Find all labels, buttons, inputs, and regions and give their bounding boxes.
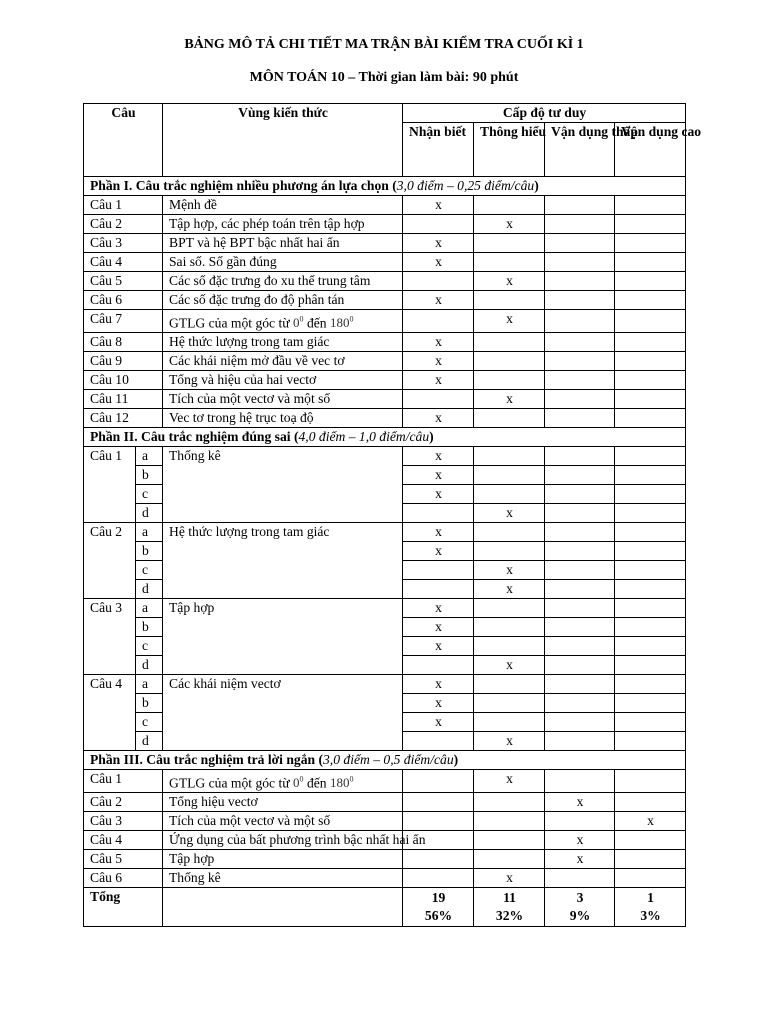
level-cell: x xyxy=(403,694,474,713)
degree-range xyxy=(330,775,354,790)
topic-cell: Hệ thức lượng trong tam giác xyxy=(163,523,403,599)
table-row xyxy=(84,215,686,234)
degree-from: 0 xyxy=(293,775,300,790)
level-cell: x xyxy=(403,675,474,694)
level-cell xyxy=(403,770,474,793)
level-cell xyxy=(474,409,545,428)
question-cell: Câu 6 xyxy=(84,869,163,888)
sub-question-cell: b xyxy=(136,618,163,637)
header-capdo: Cấp độ tư duy xyxy=(403,104,686,123)
total-percent: 56% xyxy=(424,908,453,923)
section-title-text: Phần III. Câu trắc nghiệm trả lời ngắn xyxy=(90,752,316,767)
level-cell xyxy=(545,310,615,333)
topic-cell xyxy=(163,234,403,253)
level-cell xyxy=(474,352,545,371)
level-cell xyxy=(403,812,474,831)
level-cell xyxy=(545,272,615,291)
level-cell xyxy=(403,656,474,675)
level-cell xyxy=(474,618,545,637)
total-cell xyxy=(474,888,545,927)
topic-text: Mệnh đề xyxy=(169,197,217,212)
level-cell: x xyxy=(474,272,545,291)
total-topic-cell xyxy=(163,888,403,927)
table-row xyxy=(84,234,686,253)
header-level: Thông hiểu xyxy=(474,123,545,177)
table-row xyxy=(84,850,686,869)
level-cell xyxy=(474,466,545,485)
matrix-body xyxy=(84,104,702,927)
sub-question-cell: d xyxy=(136,656,163,675)
level-cell xyxy=(615,637,686,656)
level-cell: x xyxy=(403,618,474,637)
level-cell xyxy=(545,253,615,272)
level-cell: x xyxy=(474,656,545,675)
sub-question-cell: a xyxy=(136,523,163,542)
level-cell xyxy=(545,352,615,371)
question-cell: Câu 3 xyxy=(84,234,163,253)
level-cell: x xyxy=(474,390,545,409)
level-cell xyxy=(545,466,615,485)
question-cell: Câu 1 xyxy=(84,770,163,793)
level-cell xyxy=(615,618,686,637)
table-row xyxy=(84,770,686,793)
level-cell xyxy=(545,694,615,713)
total-label: Tổng xyxy=(90,889,121,904)
question-cell: Câu 8 xyxy=(84,333,163,352)
level-cell xyxy=(545,291,615,310)
level-cell xyxy=(615,466,686,485)
level-cell xyxy=(615,732,686,751)
level-cell xyxy=(474,485,545,504)
level-cell: x xyxy=(403,542,474,561)
topic-cell xyxy=(163,850,403,869)
question-cell: Câu 4 xyxy=(84,253,163,272)
level-cell xyxy=(615,713,686,732)
level-cell xyxy=(545,523,615,542)
sub-question-cell: d xyxy=(136,732,163,751)
level-cell: x xyxy=(403,253,474,272)
question-cell: Câu 4 xyxy=(84,831,163,850)
level-cell xyxy=(545,234,615,253)
degree-sup: 0 xyxy=(299,314,304,324)
topic-cell xyxy=(163,272,403,291)
level-cell: x xyxy=(403,352,474,371)
level-cell xyxy=(615,694,686,713)
topic-text: Hệ thức lượng trong tam giác xyxy=(169,334,330,349)
topic-cell xyxy=(163,390,403,409)
level-cell xyxy=(545,504,615,523)
level-cell: x xyxy=(545,831,615,850)
level-cell xyxy=(403,793,474,812)
total-label-cell xyxy=(84,888,163,927)
degree-range xyxy=(330,315,354,330)
degree-to: 180 xyxy=(329,315,350,330)
sub-question-cell: a xyxy=(136,447,163,466)
level-cell xyxy=(403,580,474,599)
topic-text: Các số đặc trưng đo độ phân tán xyxy=(169,292,345,307)
topic-cell xyxy=(163,215,403,234)
table-row xyxy=(84,390,686,409)
level-cell: x xyxy=(615,812,686,831)
section-points: 3,0 điểm – 0,5 điểm/câu xyxy=(323,752,454,767)
section-part3 xyxy=(84,751,686,770)
section-title: Phần I. Câu trắc nghiệm nhiều phương án lựa chọn (3,0 điểm – 0,25 điểm/câu) xyxy=(84,177,686,196)
header-level: Nhận biết xyxy=(403,123,474,177)
level-cell: x xyxy=(474,770,545,793)
level-cell xyxy=(545,447,615,466)
question-cell: Câu 2 xyxy=(84,793,163,812)
section-part2 xyxy=(84,428,686,447)
total-percent: 3% xyxy=(640,908,661,923)
table-row xyxy=(84,352,686,371)
level-cell xyxy=(474,637,545,656)
level-cell: x xyxy=(474,504,545,523)
topic-cell xyxy=(163,291,403,310)
topic-text: Tập hợp xyxy=(169,851,215,866)
level-cell: x xyxy=(403,599,474,618)
level-cell: x xyxy=(403,466,474,485)
level-cell xyxy=(615,561,686,580)
table-row xyxy=(84,409,686,428)
level-cell: x xyxy=(474,310,545,333)
total-count: 1 xyxy=(647,890,654,905)
sub-question-cell: b xyxy=(136,542,163,561)
topic-text: Tích của một vectơ và một số xyxy=(169,391,331,406)
total-count: 3 xyxy=(576,890,584,905)
sub-question-cell: d xyxy=(136,504,163,523)
level-cell xyxy=(615,390,686,409)
level-cell xyxy=(545,812,615,831)
topic-cell xyxy=(163,196,403,215)
level-cell xyxy=(615,352,686,371)
sub-question-cell: c xyxy=(136,485,163,504)
level-cell xyxy=(615,580,686,599)
sub-question-cell: d xyxy=(136,580,163,599)
document-subtitle: MÔN TOÁN 10 – Thời gian làm bài: 90 phút xyxy=(249,70,519,85)
total-cell xyxy=(615,888,686,927)
level-cell: x xyxy=(403,409,474,428)
table-row xyxy=(84,196,686,215)
level-cell xyxy=(403,390,474,409)
degree-to: 180 xyxy=(329,775,350,790)
level-cell xyxy=(615,599,686,618)
question-cell: Câu 5 xyxy=(84,850,163,869)
level-cell xyxy=(474,675,545,694)
level-cell xyxy=(545,542,615,561)
level-cell: x xyxy=(545,850,615,869)
header-cau: Câu xyxy=(84,104,163,177)
table-row xyxy=(84,272,686,291)
level-cell xyxy=(615,793,686,812)
level-cell xyxy=(474,333,545,352)
topic-text: BPT và hệ BPT bậc nhất hai ẩn xyxy=(169,235,340,250)
level-cell xyxy=(474,234,545,253)
level-cell xyxy=(474,253,545,272)
total-cell xyxy=(545,888,615,927)
level-cell xyxy=(545,713,615,732)
level-cell: x xyxy=(403,523,474,542)
level-cell xyxy=(474,291,545,310)
level-cell xyxy=(615,291,686,310)
question-cell: Câu 12 xyxy=(84,409,163,428)
level-cell: x xyxy=(403,713,474,732)
level-cell xyxy=(615,770,686,793)
level-cell xyxy=(403,215,474,234)
level-cell xyxy=(615,253,686,272)
sub-question-cell: b xyxy=(136,694,163,713)
table-row xyxy=(84,447,686,466)
question-cell: Câu 6 xyxy=(84,291,163,310)
level-cell xyxy=(545,675,615,694)
total-count: 19 xyxy=(431,890,446,905)
level-cell xyxy=(545,770,615,793)
level-cell xyxy=(474,831,545,850)
level-cell xyxy=(615,234,686,253)
level-cell: x xyxy=(474,869,545,888)
total-row xyxy=(84,888,686,927)
level-cell: x xyxy=(474,561,545,580)
level-cell xyxy=(474,371,545,390)
sub-question-cell: a xyxy=(136,675,163,694)
topic-cell xyxy=(163,793,403,812)
topic-cell xyxy=(163,831,426,850)
degree-sup: 0 xyxy=(299,774,304,784)
level-cell: x xyxy=(403,371,474,390)
level-cell xyxy=(545,618,615,637)
topic-cell xyxy=(163,333,403,352)
level-cell xyxy=(615,850,686,869)
level-cell xyxy=(545,485,615,504)
question-cell: Câu 11 xyxy=(84,390,163,409)
table-row xyxy=(84,812,686,831)
degree-word: đến xyxy=(306,315,327,330)
header-level: Vận dụng cao xyxy=(615,123,686,177)
level-cell xyxy=(615,485,686,504)
level-cell xyxy=(615,371,686,390)
question-cell: Câu 3 xyxy=(84,812,163,831)
total-count: 11 xyxy=(503,890,516,905)
level-cell xyxy=(615,542,686,561)
section-title: Phần II. Câu trắc nghiệm đúng sai (4,0 điểm – 1,0 điểm/câu) xyxy=(84,428,686,447)
header-level: Vận dụng thấp xyxy=(545,123,615,177)
level-cell xyxy=(403,869,474,888)
question-cell: Câu 2 xyxy=(84,215,163,234)
question-cell: Câu 1 xyxy=(84,196,163,215)
table-row xyxy=(84,831,686,850)
topic-text: Tổng hiệu vectơ xyxy=(169,794,258,809)
level-cell xyxy=(474,694,545,713)
topic-text: Thống kê xyxy=(169,870,221,885)
level-cell xyxy=(474,196,545,215)
level-cell xyxy=(474,447,545,466)
table-row xyxy=(84,310,686,333)
level-cell: x xyxy=(403,637,474,656)
topic-cell xyxy=(163,812,403,831)
level-cell xyxy=(474,523,545,542)
level-cell xyxy=(615,215,686,234)
level-cell xyxy=(615,656,686,675)
level-cell xyxy=(615,272,686,291)
degree-range xyxy=(293,315,304,330)
section-part1 xyxy=(84,177,686,196)
level-cell: x xyxy=(403,291,474,310)
total-percent: 9% xyxy=(569,908,591,923)
level-cell xyxy=(545,561,615,580)
level-cell xyxy=(545,390,615,409)
level-cell xyxy=(545,637,615,656)
question-cell: Câu 1 xyxy=(84,447,136,523)
level-cell xyxy=(545,333,615,352)
level-cell xyxy=(545,656,615,675)
level-cell: x xyxy=(403,333,474,352)
level-cell xyxy=(474,793,545,812)
total-percent: 32% xyxy=(495,908,524,923)
section-title-text: Phần II. Câu trắc nghiệm đúng sai xyxy=(90,429,291,444)
table-row xyxy=(84,869,686,888)
level-cell: x xyxy=(474,732,545,751)
level-cell xyxy=(403,850,474,869)
topic-cell xyxy=(163,409,403,428)
level-cell xyxy=(545,409,615,428)
level-cell xyxy=(615,447,686,466)
level-cell: x xyxy=(403,447,474,466)
topic-cell: Tập hợp xyxy=(163,599,403,675)
section-points: 4,0 điểm – 1,0 điểm/câu xyxy=(298,429,430,444)
level-cell xyxy=(474,812,545,831)
level-cell: x xyxy=(545,793,615,812)
section-title: Phần III. Câu trắc nghiệm trả lời ngắn (3,0 điểm – 0,5 điểm/câu) xyxy=(84,751,686,770)
level-cell xyxy=(615,869,686,888)
level-cell xyxy=(474,713,545,732)
level-cell: x xyxy=(403,485,474,504)
level-cell xyxy=(545,580,615,599)
level-cell xyxy=(545,371,615,390)
table-row xyxy=(84,291,686,310)
level-cell xyxy=(545,732,615,751)
section-points: 3,0 điểm – 0,25 điểm/câu xyxy=(396,178,535,193)
level-cell xyxy=(545,869,615,888)
level-cell xyxy=(545,599,615,618)
question-cell: Câu 7 xyxy=(84,310,163,333)
topic-cell: Thống kê xyxy=(163,447,403,523)
topic-text: Tập hợp, các phép toán trên tập hợp xyxy=(169,216,365,231)
level-cell xyxy=(403,732,474,751)
level-cell xyxy=(545,215,615,234)
topic-cell xyxy=(163,310,403,333)
level-cell: x xyxy=(474,215,545,234)
question-cell: Câu 4 xyxy=(84,675,136,751)
topic-text: Vec tơ trong hệ trục toạ độ xyxy=(169,410,314,425)
topic-text: Ứng dụng của bất phương trình bậc nhất hai ẩn xyxy=(169,832,426,847)
table-row xyxy=(84,793,686,812)
topic-cell: Các khái niệm vectơ xyxy=(163,675,403,751)
table-row xyxy=(84,599,686,618)
degree-from: 0 xyxy=(293,315,300,330)
document-title: BẢNG MÔ TẢ CHI TIẾT MA TRẬN BÀI KIỂM TRA CUỐI KÌ 1 xyxy=(184,37,584,52)
level-cell xyxy=(615,523,686,542)
sub-question-cell: a xyxy=(136,599,163,618)
level-cell xyxy=(474,850,545,869)
table-row xyxy=(84,523,686,542)
topic-cell xyxy=(163,371,403,390)
question-cell: Câu 2 xyxy=(84,523,136,599)
topic-text: Tích của một vectơ và một số xyxy=(169,813,331,828)
degree-word: đến xyxy=(306,775,327,790)
topic-cell xyxy=(163,352,403,371)
table-row xyxy=(84,371,686,390)
degree-range xyxy=(293,775,304,790)
level-cell xyxy=(403,310,474,333)
sub-question-cell: b xyxy=(136,466,163,485)
matrix-table xyxy=(83,103,702,927)
level-cell xyxy=(403,272,474,291)
topic-text: GTLG của một góc từ xyxy=(169,315,290,330)
sub-question-cell: c xyxy=(136,561,163,580)
topic-text: Sai số. Số gần đúng xyxy=(169,254,277,269)
table-row xyxy=(84,675,686,694)
total-cell xyxy=(403,888,474,927)
level-cell xyxy=(615,333,686,352)
level-cell: x xyxy=(403,196,474,215)
level-cell xyxy=(545,196,615,215)
topic-text: Các số đặc trưng đo xu thế trung tâm xyxy=(169,273,371,288)
level-cell: x xyxy=(474,580,545,599)
header-vung: Vùng kiến thức xyxy=(163,104,403,177)
question-cell: Câu 5 xyxy=(84,272,163,291)
level-cell xyxy=(474,599,545,618)
sub-question-cell: c xyxy=(136,637,163,656)
topic-cell xyxy=(163,869,403,888)
question-cell: Câu 10 xyxy=(84,371,163,390)
level-cell: x xyxy=(403,234,474,253)
section-title-text: Phần I. Câu trắc nghiệm nhiều phương án lựa chọn xyxy=(90,178,389,193)
degree-sup: 0 xyxy=(349,314,354,324)
level-cell xyxy=(615,831,686,850)
level-cell xyxy=(615,196,686,215)
topic-text: GTLG của một góc từ xyxy=(169,775,290,790)
level-cell xyxy=(615,409,686,428)
question-cell: Câu 9 xyxy=(84,352,163,371)
degree-sup: 0 xyxy=(349,774,354,784)
topic-cell xyxy=(163,253,403,272)
table-row xyxy=(84,253,686,272)
level-cell xyxy=(615,675,686,694)
sub-question-cell: c xyxy=(136,713,163,732)
topic-text: Tổng và hiệu của hai vectơ xyxy=(169,372,317,387)
level-cell xyxy=(474,542,545,561)
header-row xyxy=(84,104,686,123)
level-cell xyxy=(403,561,474,580)
table-row xyxy=(84,333,686,352)
topic-text: Các khái niệm mở đầu về vec tơ xyxy=(169,353,345,368)
question-cell: Câu 3 xyxy=(84,599,136,675)
level-cell xyxy=(615,504,686,523)
level-cell xyxy=(403,504,474,523)
level-cell xyxy=(615,310,686,333)
topic-cell xyxy=(163,770,403,793)
